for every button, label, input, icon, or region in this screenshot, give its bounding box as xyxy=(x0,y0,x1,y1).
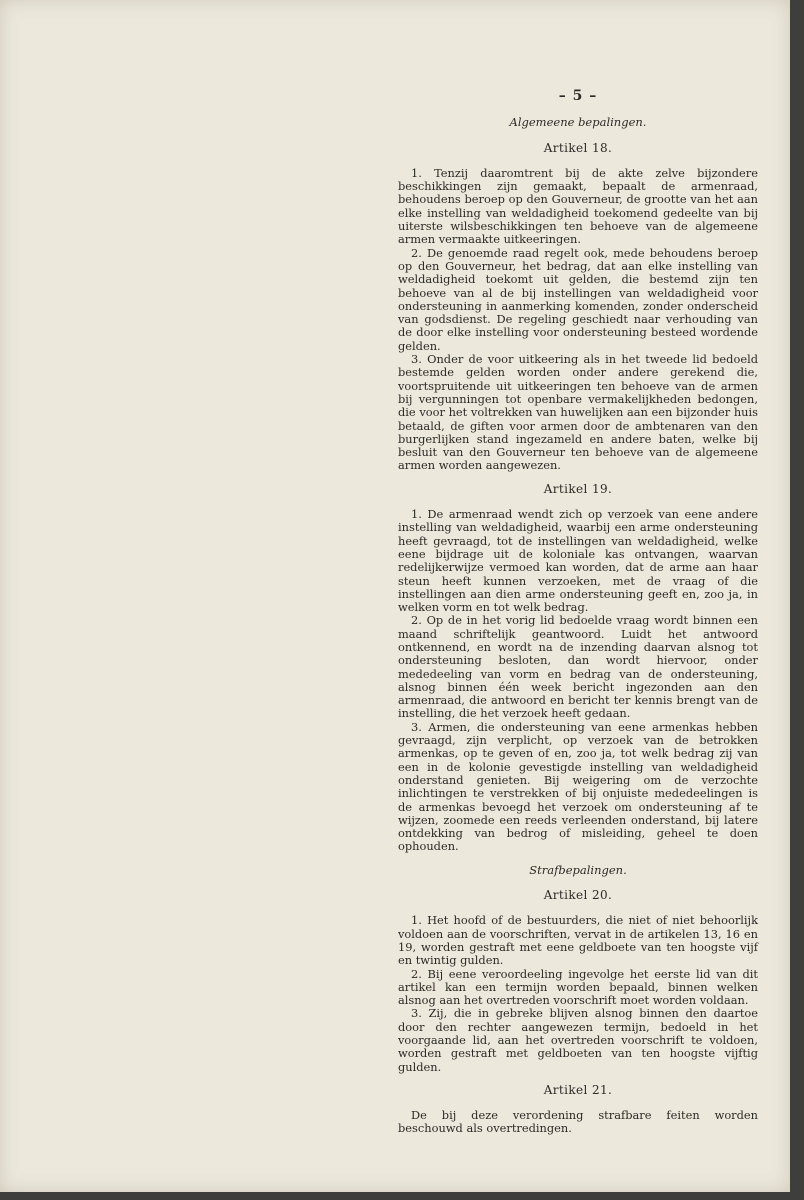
paragraph: 3. Armen, die ondersteuning van eene armenkas hebben gevraagd, zijn verplicht, op verzoek van de betrokken armenkas, op te geven of en, zoo ja, tot welk bedrag zij van een in de kolonie gevestigde instelling van weldadigheid onderstand genieten. Bij weigering om de verzochte inlichtingen te verstrekken of bij onjuiste mededeelingen is de armenkas bevoegd het verzoek om ondersteuning af te wijzen, zoomede een reeds verleenden onderstand, bij latere ontdekking van bedrog of misleiding, geheel te doen ophouden. xyxy=(398,719,758,854)
scan-border-right xyxy=(790,0,804,1200)
paragraph: 2. Op de in het vorig lid bedoelde vraag wordt binnen een maand schriftelijk geantwoord. Luidt het antwoord ontkennend, en wordt na de inzending daarvan alsnog tot ondersteuning besloten, dan wordt hiervoor, onder mededeeling van vorm en bedrag van de ondersteuning, alsnog binnen één week bericht ingezonden aan den armenraad, die antwoord en bericht ter kennis brengt van de instelling, die het verzoek heeft gedaan. xyxy=(398,613,758,721)
article-title: Artikel 21. xyxy=(543,1082,613,1097)
section-heading: Strafbepalingen. xyxy=(529,862,627,877)
paragraph: 1. De armenraad wendt zich op verzoek van eene andere instelling van weldadigheid, waarbij een arme ondersteuning heeft gevraagd, tot de instellingen van weldadigheid, welke eene bijdrage uit de koloniale kas ontvangen, waarvan redelijkerwijze vermoed kan worden, dat de arme aan haar steun heeft kunnen verzoeken, met de vraag of die instellingen aan dien arme ondersteuning geeft en, zoo ja, in welken vorm en tot welk bedrag. xyxy=(398,507,758,615)
paragraph: 2. Bij eene veroordeeling ingevolge het eerste lid van dit artikel kan een termijn worden bepaald, binnen welken alsnog aan het overtreden voorschrift moet worden voldaan. xyxy=(398,966,758,1008)
paragraph: 2. De genoemde raad regelt ook, mede behoudens beroep op den Gouverneur, het bedrag, dat aan elke instelling van weldadigheid toekomt uit gelden, die bestemd zijn ten behoeve van al de bij instellingen van weldadigheid voor ondersteuning in aanmerking komenden, zonder onderscheid van godsdienst. De regeling geschiedt naar verhouding van de door elke instelling voor ondersteuning besteed wordende gelden. xyxy=(398,245,758,353)
article-title: Artikel 19. xyxy=(543,481,613,496)
paragraph: 3. Zij, die in gebreke blijven alsnog binnen den daartoe door den rechter aangewezen termijn, bedoeld in het voorgaande lid, aan het overtreden voorschrift te voldoen, worden gestraft met geldboeten van ten hoogste vijftig gulden. xyxy=(398,1006,758,1074)
text-column xyxy=(398,90,758,1136)
paragraph: De bij deze verordening strafbare feiten worden beschouwd als overtredingen. xyxy=(398,1108,758,1136)
section-heading: Algemeene bepalingen. xyxy=(509,115,647,130)
paragraph: 1. Tenzij daaromtrent bij de akte zelve bijzondere beschikkingen zijn gemaakt, bepaalt de armenraad, behoudens beroep op den Gouverneur, de grootte van het aan elke instelling van weldadigheid toekomend gedeelte van bij uiterste wilsbeschikkingen ten behoeve van de algemeene armen vermaakte uitkeeringen. xyxy=(398,165,758,247)
article-title: Artikel 18. xyxy=(543,140,613,155)
page-number: – 5 – xyxy=(558,88,598,104)
scan-border-bottom xyxy=(0,1192,804,1200)
paragraph: 3. Onder de voor uitkeering als in het tweede lid bedoeld bestemde gelden worden onder andere gerekend die, voortspruitende uit uitkeeringen ten behoeve van de armen bij vergunningen tot openbare vermakelijkheden bedongen, die voor het voltrekken van huwelijken aan een bijzonder huis betaald, de giften voor armen door de ambtenaren van den burgerlijken stand ingezameld en andere baten, welke bij besluit van den Gouverneur ten behoeve van de algemeene armen worden aangewezen. xyxy=(398,352,758,473)
article-title: Artikel 20. xyxy=(543,888,613,903)
paragraph: 1. Het hoofd of de bestuurders, die niet of niet behoorlijk voldoen aan de voorschriften, vervat in de artikelen 13, 16 en 19, worden gestraft met eene geldboete van ten hoogste vijf en twintig gulden. xyxy=(398,913,758,968)
